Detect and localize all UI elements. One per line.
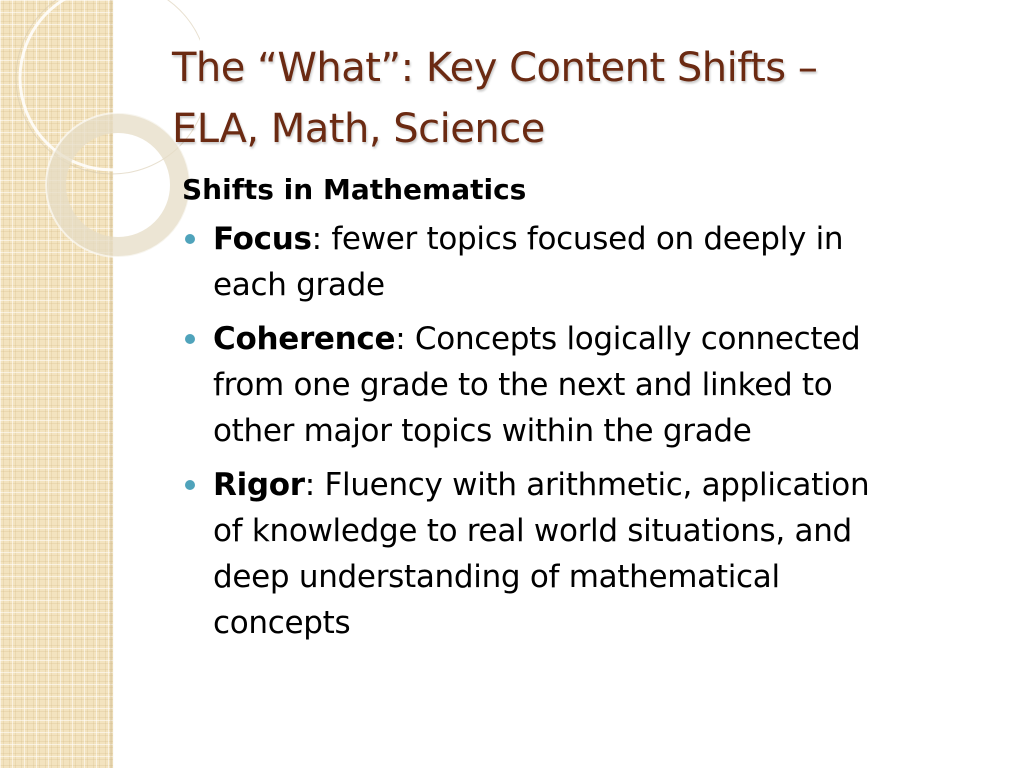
bullet-line: each grade <box>213 267 385 303</box>
bullet-dot-icon <box>185 480 195 490</box>
bullet-item-focus <box>182 216 982 308</box>
bullet-line: deep understanding of mathematical <box>213 559 780 595</box>
bullet-term: Focus <box>213 221 312 257</box>
bullet-text: : Concepts logically connected <box>395 321 861 357</box>
bullet-item-rigor <box>182 462 982 646</box>
title-line-2: ELA, Math, Science <box>172 106 545 152</box>
bullet-term: Coherence <box>213 321 396 357</box>
bullet-term: Rigor <box>213 467 305 503</box>
bullet-line <box>213 462 982 508</box>
slide-title <box>172 38 992 160</box>
bullet-line: concepts <box>213 605 351 641</box>
decorative-rings <box>0 0 200 260</box>
bullet-item-coherence <box>182 316 982 454</box>
bullet-line <box>213 216 982 262</box>
bullet-dot-icon <box>185 234 195 244</box>
slide-body <box>182 168 982 654</box>
bullet-dot-icon <box>185 334 195 344</box>
bullet-list <box>182 216 982 646</box>
bullet-text: : Fluency with arithmetic, application <box>304 467 870 503</box>
title-line-1: The “What”: Key Content Shifts – <box>172 45 818 91</box>
bullet-line: other major topics within the grade <box>213 413 752 449</box>
bullet-line <box>213 316 982 362</box>
bullet-line: of knowledge to real world situations, and <box>213 513 852 549</box>
bullet-line: from one grade to the next and linked to <box>213 367 833 403</box>
section-heading: Shifts in Mathematics <box>182 173 527 206</box>
bullet-text: : fewer topics focused on deeply in <box>311 221 844 257</box>
